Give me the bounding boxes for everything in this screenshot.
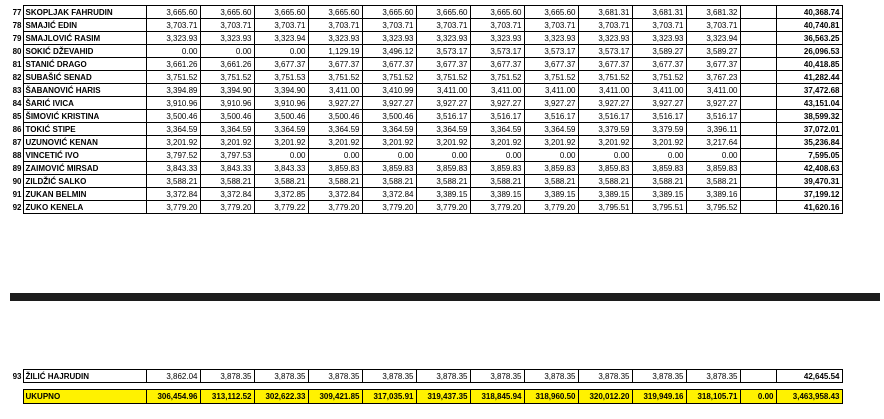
month-value-4: 0.00 [308,149,362,162]
month-value-9: 3,703.71 [578,19,632,32]
month-value-3: 3,843.33 [254,162,308,175]
table-row [6,6,842,19]
month-value-2: 3,843.33 [200,162,254,175]
employee-name: UZUNOVIĆ KENAN [23,136,146,149]
employee-name: ZUKO KENELA [23,201,146,214]
row-number: 88 [6,149,23,162]
employee-name: UKUPNO [23,390,146,404]
month-value-6: 319,437.35 [416,390,470,404]
month-value-5: 3,927.27 [362,97,416,110]
row-number: 82 [6,71,23,84]
month-value-10: 3,589.27 [632,45,686,58]
row-number: 83 [6,84,23,97]
row-number: 92 [6,201,23,214]
table-row [6,45,842,58]
month-value-7: 3,927.27 [470,97,524,110]
month-value-7: 3,364.59 [470,123,524,136]
table-row [6,175,842,188]
row-number: 84 [6,97,23,110]
extra-column-value: 0.00 [740,390,776,404]
month-value-10: 3,389.15 [632,188,686,201]
table-row [6,201,842,214]
month-value-11: 3,703.71 [686,19,740,32]
month-value-9: 3,795.51 [578,201,632,214]
month-value-10: 3,379.59 [632,123,686,136]
row-total: 35,236.84 [776,136,842,149]
employee-name: ZAIMOVIĆ MIRSAD [23,162,146,175]
month-value-4: 3,677.37 [308,58,362,71]
month-value-9: 3,323.93 [578,32,632,45]
month-value-1: 3,201.92 [146,136,200,149]
row-total: 42,408.63 [776,162,842,175]
row-total: 41,282.44 [776,71,842,84]
month-value-7: 318,845.94 [470,390,524,404]
month-value-8: 3,588.21 [524,175,578,188]
extra-column-value [740,149,776,162]
month-value-10: 319,949.16 [632,390,686,404]
month-value-7: 3,573.17 [470,45,524,58]
row-gap [6,383,842,390]
month-value-6: 3,364.59 [416,123,470,136]
extra-column-value [740,45,776,58]
month-value-7: 3,878.35 [470,370,524,383]
table-row [6,71,842,84]
month-value-1: 3,372.84 [146,188,200,201]
month-value-11: 3,878.35 [686,370,740,383]
month-value-3: 3,201.92 [254,136,308,149]
month-value-11: 3,323.94 [686,32,740,45]
month-value-11: 3,859.83 [686,162,740,175]
month-value-7: 3,677.37 [470,58,524,71]
month-value-4: 1,129.19 [308,45,362,58]
month-value-10: 3,201.92 [632,136,686,149]
table-row [6,188,842,201]
row-total: 40,418.85 [776,58,842,71]
month-value-11: 3,677.37 [686,58,740,71]
month-value-5: 3,878.35 [362,370,416,383]
table-row [6,19,842,32]
month-value-4: 3,411.00 [308,84,362,97]
month-value-7: 3,703.71 [470,19,524,32]
month-value-4: 3,779.20 [308,201,362,214]
month-value-1: 3,588.21 [146,175,200,188]
month-value-3: 3,878.35 [254,370,308,383]
row-total: 37,072.01 [776,123,842,136]
month-value-9: 3,389.15 [578,188,632,201]
extra-column-value [740,19,776,32]
month-value-10: 3,703.71 [632,19,686,32]
row-total: 26,096.53 [776,45,842,58]
row-number: 79 [6,32,23,45]
month-value-2: 3,394.90 [200,84,254,97]
month-value-1: 3,703.71 [146,19,200,32]
month-value-5: 3,496.12 [362,45,416,58]
employee-name: ŽILIĆ HAJRUDIN [23,370,146,383]
month-value-4: 3,201.92 [308,136,362,149]
month-value-7: 3,201.92 [470,136,524,149]
month-value-5: 3,364.59 [362,123,416,136]
month-value-6: 3,751.52 [416,71,470,84]
month-value-10: 3,411.00 [632,84,686,97]
month-value-3: 3,588.21 [254,175,308,188]
month-value-11: 3,767.23 [686,71,740,84]
month-value-3: 3,364.59 [254,123,308,136]
summary-row-ukupno [6,390,842,404]
month-value-10: 3,927.27 [632,97,686,110]
month-value-4: 3,500.46 [308,110,362,123]
table-row [6,110,842,123]
month-value-9: 3,878.35 [578,370,632,383]
row-total: 42,645.54 [776,370,842,383]
month-value-9: 320,012.20 [578,390,632,404]
month-value-2: 3,372.84 [200,188,254,201]
month-value-11: 3,589.27 [686,45,740,58]
salary-table-top [6,5,843,214]
table-row [6,370,842,383]
month-value-10: 3,795.51 [632,201,686,214]
extra-column-value [740,162,776,175]
row-number: 77 [6,6,23,19]
month-value-3: 3,751.53 [254,71,308,84]
month-value-4: 3,703.71 [308,19,362,32]
employee-name: SKOPLJAK FAHRUDIN [23,6,146,19]
month-value-3: 3,500.46 [254,110,308,123]
month-value-8: 3,779.20 [524,201,578,214]
extra-column-value [740,123,776,136]
row-number: 86 [6,123,23,136]
employee-name: ZUKAN BELMIN [23,188,146,201]
month-value-3: 3,677.37 [254,58,308,71]
month-value-8: 3,927.27 [524,97,578,110]
extra-column-value [740,370,776,383]
month-value-7: 3,751.52 [470,71,524,84]
row-number: 80 [6,45,23,58]
month-value-11: 0.00 [686,149,740,162]
month-value-9: 3,751.52 [578,71,632,84]
month-value-5: 3,201.92 [362,136,416,149]
month-value-6: 3,389.15 [416,188,470,201]
month-value-4: 3,364.59 [308,123,362,136]
extra-column-value [740,201,776,214]
row-total: 43,151.04 [776,97,842,110]
month-value-2: 3,703.71 [200,19,254,32]
month-value-2: 3,323.93 [200,32,254,45]
month-value-2: 0.00 [200,45,254,58]
row-total: 37,199.12 [776,188,842,201]
employee-name: ŠIMOVIĆ KRISTINA [23,110,146,123]
month-value-11: 3,516.17 [686,110,740,123]
month-value-1: 3,779.20 [146,201,200,214]
month-value-6: 3,573.17 [416,45,470,58]
month-value-10: 3,588.21 [632,175,686,188]
month-value-6: 3,516.17 [416,110,470,123]
month-value-5: 3,372.84 [362,188,416,201]
extra-column-value [740,71,776,84]
month-value-9: 3,573.17 [578,45,632,58]
month-value-3: 3,779.22 [254,201,308,214]
month-value-4: 3,372.84 [308,188,362,201]
month-value-6: 3,323.93 [416,32,470,45]
month-value-4: 3,588.21 [308,175,362,188]
employee-name: TOKIĆ STIPE [23,123,146,136]
row-total: 41,620.16 [776,201,842,214]
month-value-9: 3,411.00 [578,84,632,97]
row-total: 38,599.32 [776,110,842,123]
month-value-2: 3,910.96 [200,97,254,110]
month-value-9: 3,859.83 [578,162,632,175]
month-value-11: 3,217.64 [686,136,740,149]
month-value-2: 3,588.21 [200,175,254,188]
month-value-1: 3,862.04 [146,370,200,383]
month-value-9: 3,379.59 [578,123,632,136]
month-value-1: 306,454.96 [146,390,200,404]
month-value-6: 3,779.20 [416,201,470,214]
employee-name: ZILDŽIĆ SALKO [23,175,146,188]
month-value-7: 3,323.93 [470,32,524,45]
employee-name: ŠABANOVIĆ HARIS [23,84,146,97]
row-number [6,390,23,404]
month-value-8: 3,389.15 [524,188,578,201]
row-total: 40,740.81 [776,19,842,32]
month-value-8: 3,677.37 [524,58,578,71]
employee-name: ŠARIĆ IVICA [23,97,146,110]
month-value-3: 3,703.71 [254,19,308,32]
row-number: 93 [6,370,23,383]
month-value-5: 0.00 [362,149,416,162]
extra-column-value [740,110,776,123]
employee-name: VINCETIĆ IVO [23,149,146,162]
table-row [6,136,842,149]
extra-column-value [740,136,776,149]
month-value-2: 3,665.60 [200,6,254,19]
row-number: 85 [6,110,23,123]
month-value-10: 3,516.17 [632,110,686,123]
month-value-10: 3,677.37 [632,58,686,71]
month-value-11: 3,588.21 [686,175,740,188]
month-value-5: 3,677.37 [362,58,416,71]
month-value-10: 3,878.35 [632,370,686,383]
month-value-8: 0.00 [524,149,578,162]
month-value-7: 3,516.17 [470,110,524,123]
month-value-8: 3,751.52 [524,71,578,84]
month-value-3: 3,372.85 [254,188,308,201]
month-value-11: 3,681.32 [686,6,740,19]
month-value-9: 3,677.37 [578,58,632,71]
month-value-1: 3,661.26 [146,58,200,71]
month-value-9: 3,201.92 [578,136,632,149]
salary-table-top-body [6,6,842,214]
month-value-6: 3,859.83 [416,162,470,175]
table-row [6,32,842,45]
month-value-6: 3,201.92 [416,136,470,149]
month-value-8: 3,516.17 [524,110,578,123]
month-value-4: 309,421.85 [308,390,362,404]
employee-name: STANIĆ DRAGO [23,58,146,71]
month-value-4: 3,751.52 [308,71,362,84]
month-value-11: 3,389.16 [686,188,740,201]
month-value-5: 3,323.93 [362,32,416,45]
row-total: 39,470.31 [776,175,842,188]
month-value-11: 3,795.52 [686,201,740,214]
month-value-8: 3,703.71 [524,19,578,32]
month-value-8: 3,323.93 [524,32,578,45]
table-row [6,84,842,97]
month-value-9: 3,927.27 [578,97,632,110]
month-value-3: 0.00 [254,45,308,58]
month-value-7: 3,779.20 [470,201,524,214]
month-value-2: 3,500.46 [200,110,254,123]
month-value-8: 3,573.17 [524,45,578,58]
month-value-1: 3,500.46 [146,110,200,123]
month-value-7: 3,411.00 [470,84,524,97]
month-value-4: 3,878.35 [308,370,362,383]
month-value-6: 3,665.60 [416,6,470,19]
month-value-7: 3,588.21 [470,175,524,188]
month-value-2: 3,201.92 [200,136,254,149]
month-value-5: 3,859.83 [362,162,416,175]
month-value-1: 3,843.33 [146,162,200,175]
month-value-9: 3,516.17 [578,110,632,123]
row-total: 7,595.05 [776,149,842,162]
row-total: 3,463,958.43 [776,390,842,404]
month-value-2: 3,751.52 [200,71,254,84]
row-total: 36,563.25 [776,32,842,45]
extra-column-value [740,175,776,188]
row-number: 91 [6,188,23,201]
employee-name: SMAJLOVIĆ RASIM [23,32,146,45]
month-value-6: 3,878.35 [416,370,470,383]
month-value-7: 0.00 [470,149,524,162]
month-value-8: 318,960.50 [524,390,578,404]
month-value-1: 3,797.52 [146,149,200,162]
extra-column-value [740,188,776,201]
extra-column-value [740,97,776,110]
month-value-6: 0.00 [416,149,470,162]
month-value-5: 3,588.21 [362,175,416,188]
month-value-8: 3,878.35 [524,370,578,383]
row-number: 89 [6,162,23,175]
month-value-1: 3,394.89 [146,84,200,97]
month-value-8: 3,665.60 [524,6,578,19]
month-value-2: 3,661.26 [200,58,254,71]
month-value-2: 3,878.35 [200,370,254,383]
table-row [6,97,842,110]
table-row [6,162,842,175]
month-value-6: 3,677.37 [416,58,470,71]
month-value-10: 0.00 [632,149,686,162]
salary-table-bottom [6,369,843,404]
month-value-5: 3,500.46 [362,110,416,123]
month-value-3: 302,622.33 [254,390,308,404]
month-value-5: 317,035.91 [362,390,416,404]
month-value-11: 3,927.27 [686,97,740,110]
month-value-4: 3,927.27 [308,97,362,110]
extra-column-value [740,32,776,45]
month-value-5: 3,779.20 [362,201,416,214]
row-total: 40,368.74 [776,6,842,19]
month-value-8: 3,859.83 [524,162,578,175]
table-row [6,123,842,136]
row-number: 78 [6,19,23,32]
month-value-2: 313,112.52 [200,390,254,404]
month-value-1: 3,910.96 [146,97,200,110]
month-value-6: 3,588.21 [416,175,470,188]
month-value-1: 3,751.52 [146,71,200,84]
month-value-10: 3,681.31 [632,6,686,19]
month-value-3: 3,323.94 [254,32,308,45]
row-number: 87 [6,136,23,149]
month-value-2: 3,779.20 [200,201,254,214]
month-value-5: 3,665.60 [362,6,416,19]
month-value-7: 3,665.60 [470,6,524,19]
employee-name: SOKIĆ DŽEVAHID [23,45,146,58]
month-value-6: 3,927.27 [416,97,470,110]
employee-name: SMAJIĆ EDIN [23,19,146,32]
month-value-11: 3,411.00 [686,84,740,97]
month-value-1: 3,323.93 [146,32,200,45]
month-value-3: 0.00 [254,149,308,162]
month-value-5: 3,410.99 [362,84,416,97]
month-value-2: 3,364.59 [200,123,254,136]
page-separator-bar [10,293,880,301]
extra-column-value [740,58,776,71]
month-value-3: 3,394.90 [254,84,308,97]
month-value-4: 3,323.93 [308,32,362,45]
month-value-10: 3,859.83 [632,162,686,175]
month-value-11: 318,105.71 [686,390,740,404]
month-value-1: 0.00 [146,45,200,58]
month-value-4: 3,859.83 [308,162,362,175]
month-value-9: 3,588.21 [578,175,632,188]
month-value-10: 3,751.52 [632,71,686,84]
salary-table-bottom-body [6,370,842,404]
row-number: 81 [6,58,23,71]
row-total: 37,472.68 [776,84,842,97]
month-value-3: 3,910.96 [254,97,308,110]
month-value-1: 3,364.59 [146,123,200,136]
month-value-4: 3,665.60 [308,6,362,19]
month-value-9: 0.00 [578,149,632,162]
month-value-10: 3,323.93 [632,32,686,45]
row-gap-cell [6,383,842,390]
month-value-5: 3,751.52 [362,71,416,84]
month-value-5: 3,703.71 [362,19,416,32]
month-value-6: 3,411.00 [416,84,470,97]
month-value-9: 3,681.31 [578,6,632,19]
month-value-7: 3,859.83 [470,162,524,175]
month-value-7: 3,389.15 [470,188,524,201]
month-value-11: 3,396.11 [686,123,740,136]
month-value-8: 3,411.00 [524,84,578,97]
month-value-8: 3,364.59 [524,123,578,136]
extra-column-value [740,6,776,19]
table-row [6,149,842,162]
month-value-6: 3,703.71 [416,19,470,32]
month-value-8: 3,201.92 [524,136,578,149]
month-value-3: 3,665.60 [254,6,308,19]
table-row [6,58,842,71]
month-value-1: 3,665.60 [146,6,200,19]
row-number: 90 [6,175,23,188]
employee-name: SUBAŠIĆ SENAD [23,71,146,84]
month-value-2: 3,797.53 [200,149,254,162]
extra-column-value [740,84,776,97]
